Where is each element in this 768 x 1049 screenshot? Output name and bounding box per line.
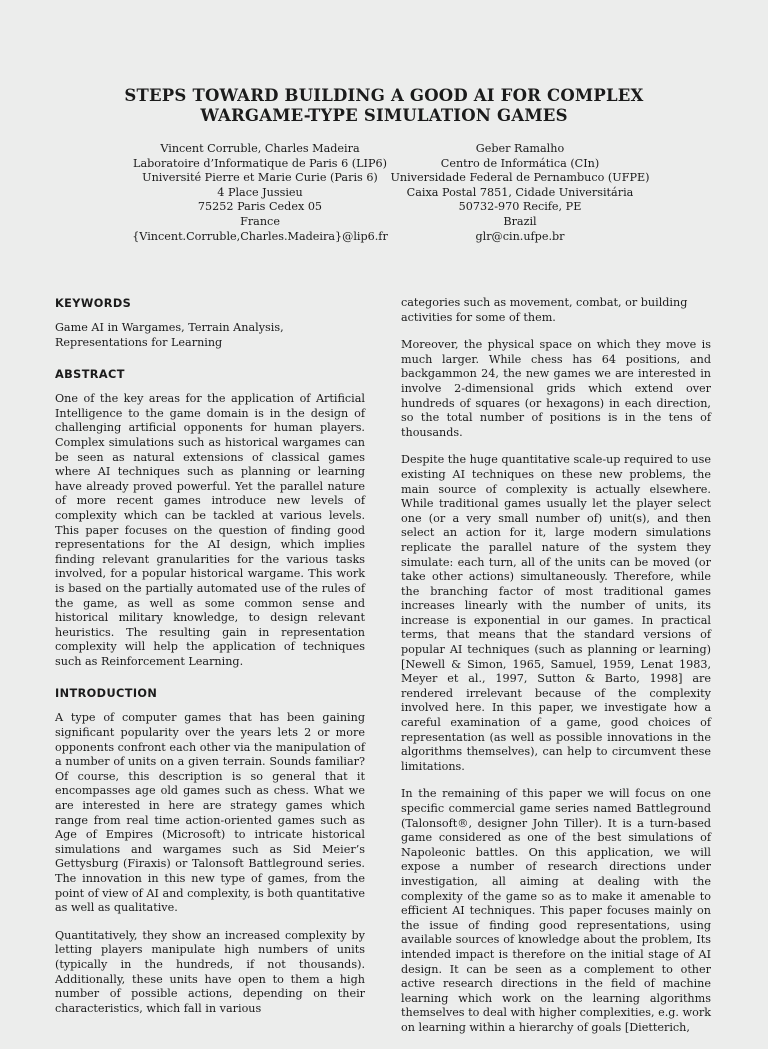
- author-block-left: [100, 142, 420, 244]
- author-names: Geber Ramalho: [475, 142, 565, 155]
- author-email: {Vincent.Corruble,Charles.Madeira}@lip6.fr: [132, 229, 388, 243]
- author-city: 75252 Paris Cedex 05: [197, 200, 323, 214]
- introduction-paragraph-1: A type of computer games that has been gaining significant popularity over the years lets 2 or more opponents confront each other via the manipulation of a number of units on a given terrain. Sounds familiar? Of course, this description is so general that it encompasses age old games such as chess. What we are interested in here are strategy games which range from real time action-oriented games such as Age of Empires (Microsoft) to intricate historical simulations and wargames such as Sid Meier’s Gettysburg (Firaxis) or Talonsoft Battleground series. The innovation in this new type of games, from the point of view of AI and complexity, is both quantitative as well as qualitative.: [55, 711, 365, 915]
- left-column: [55, 296, 365, 1029]
- author-university: Université Pierre et Marie Curie (Paris 6): [142, 171, 378, 185]
- body-paragraph-complexity: Despite the huge quantitative scale-up required to use existing AI techniques on these new problems, the main source of complexity is actually elsewhere. While traditional games usually let the player select one (or a very small number of) unit(s), and then select an action for it, large modern simulations replicate the parallel nature of the system they simulate: each turn, all of the units can be moved (or take other actions) simultaneously. Therefore, while the branching factor of most traditional games increases linearly with the number of units, its increase is exponential in our games. In practical terms, that means that the standard versions of popular AI techniques (such as planning or learning) [Newell & Simon, 1965, Samuel, 1959, Lenat 1983, Meyer et al., 1997, Sutton & Barto, 1998] are rendered irrelevant because of the complexity involved here. In this paper, we investigate how a careful examination of a game, good choices of representation (as well as possible innovations in the algorithms themselves), can help to circumvent these limitations.: [401, 453, 711, 773]
- body-paragraph-continued: categories such as movement, combat, or building activities for some of them.: [401, 296, 688, 324]
- author-city: 50732-970 Recife, PE: [458, 200, 582, 214]
- title-line-1: STEPS TOWARD BUILDING A GOOD AI FOR COMPLEX: [124, 86, 644, 105]
- author-names: Vincent Corruble, Charles Madeira: [160, 142, 360, 155]
- author-affiliation: Centro de Informática (CIn): [440, 156, 600, 170]
- author-university: Universidade Federal de Pernambuco (UFPE): [390, 171, 650, 185]
- author-block-right: [390, 142, 650, 244]
- keywords-heading: KEYWORDS: [55, 297, 132, 310]
- author-email: glr@cin.ufpe.br: [475, 229, 565, 243]
- paper-title: [0, 86, 768, 126]
- author-street: Caixa Postal 7851, Cidade Universitária: [406, 185, 634, 199]
- keywords-text: Game AI in Wargames, Terrain Analysis, Representations for Learning: [55, 321, 284, 349]
- introduction-heading: INTRODUCTION: [55, 687, 158, 701]
- title-line-2: WARGAME-TYPE SIMULATION GAMES: [200, 106, 568, 125]
- author-affiliation: Laboratoire d’Informatique de Paris 6 (LIP6): [133, 156, 387, 170]
- right-column: [401, 296, 711, 1049]
- abstract-heading: ABSTRACT: [55, 368, 125, 382]
- body-paragraph-search-space: Moreover, the physical space on which they move is much larger. While chess has 64 positions, and backgammon 24, the new games we are interested in involve 2-dimensional grids which extend over hundreds of squares (or hexagons) in each direction, so the total number of positions is in the tens of thousands.: [401, 338, 711, 439]
- author-country: Brazil: [503, 214, 537, 228]
- body-paragraph-battleground: In the remaining of this paper we will focus on one specific commercial game series named Battleground (Talonsoft®, designer John Tiller). It is a turn-based game considered as one of the best simulations of Napoleonic battles. On this application, we will expose a number of research directions under investigation, all aiming at dealing with the complexity of the game so as to make it amenable to efficient AI techniques. This paper focuses mainly on the issue of finding good representations, using available sources of knowledge about the problem, Its intended impact is therefore on the initial stage of AI design. It can be seen as a complement to other active research directions in the field of machine learning which work on the learning algorithms themselves to deal with higher complexities, e.g. work on learning within a hierarchy of goals [Dietterich,: [401, 787, 711, 1034]
- author-country: France: [240, 214, 280, 228]
- abstract-text: One of the key areas for the application of Artificial Intelligence to the game domain is in the design of challenging artificial opponents for human players. Complex simulations such as historical wargames can be seen as natural extensions of classical games where AI techniques such as planning or learning have already proved powerful. Yet the parallel nature of more recent games introduce new levels of complexity which can be tackled at various levels. This paper focuses on the question of finding good representations for the AI design, which implies finding relevant granularities for the various tasks involved, for a popular historical wargame. This work is based on the partially automated use of the rules of the game, as well as some common sense and historical military knowledge, to design relevant heuristics. The resulting gain in representation complexity will help the application of techniques such as Reinforcement Learning.: [55, 392, 365, 668]
- introduction-paragraph-2: Quantitatively, they show an increased complexity by letting players manipulate high numbers of units (typically in the hundreds, if not thousands). Additionally, these units have open to them a high number of possible actions, depending on their characteristics, which fall in various: [55, 928, 365, 1015]
- author-street: 4 Place Jussieu: [217, 185, 303, 199]
